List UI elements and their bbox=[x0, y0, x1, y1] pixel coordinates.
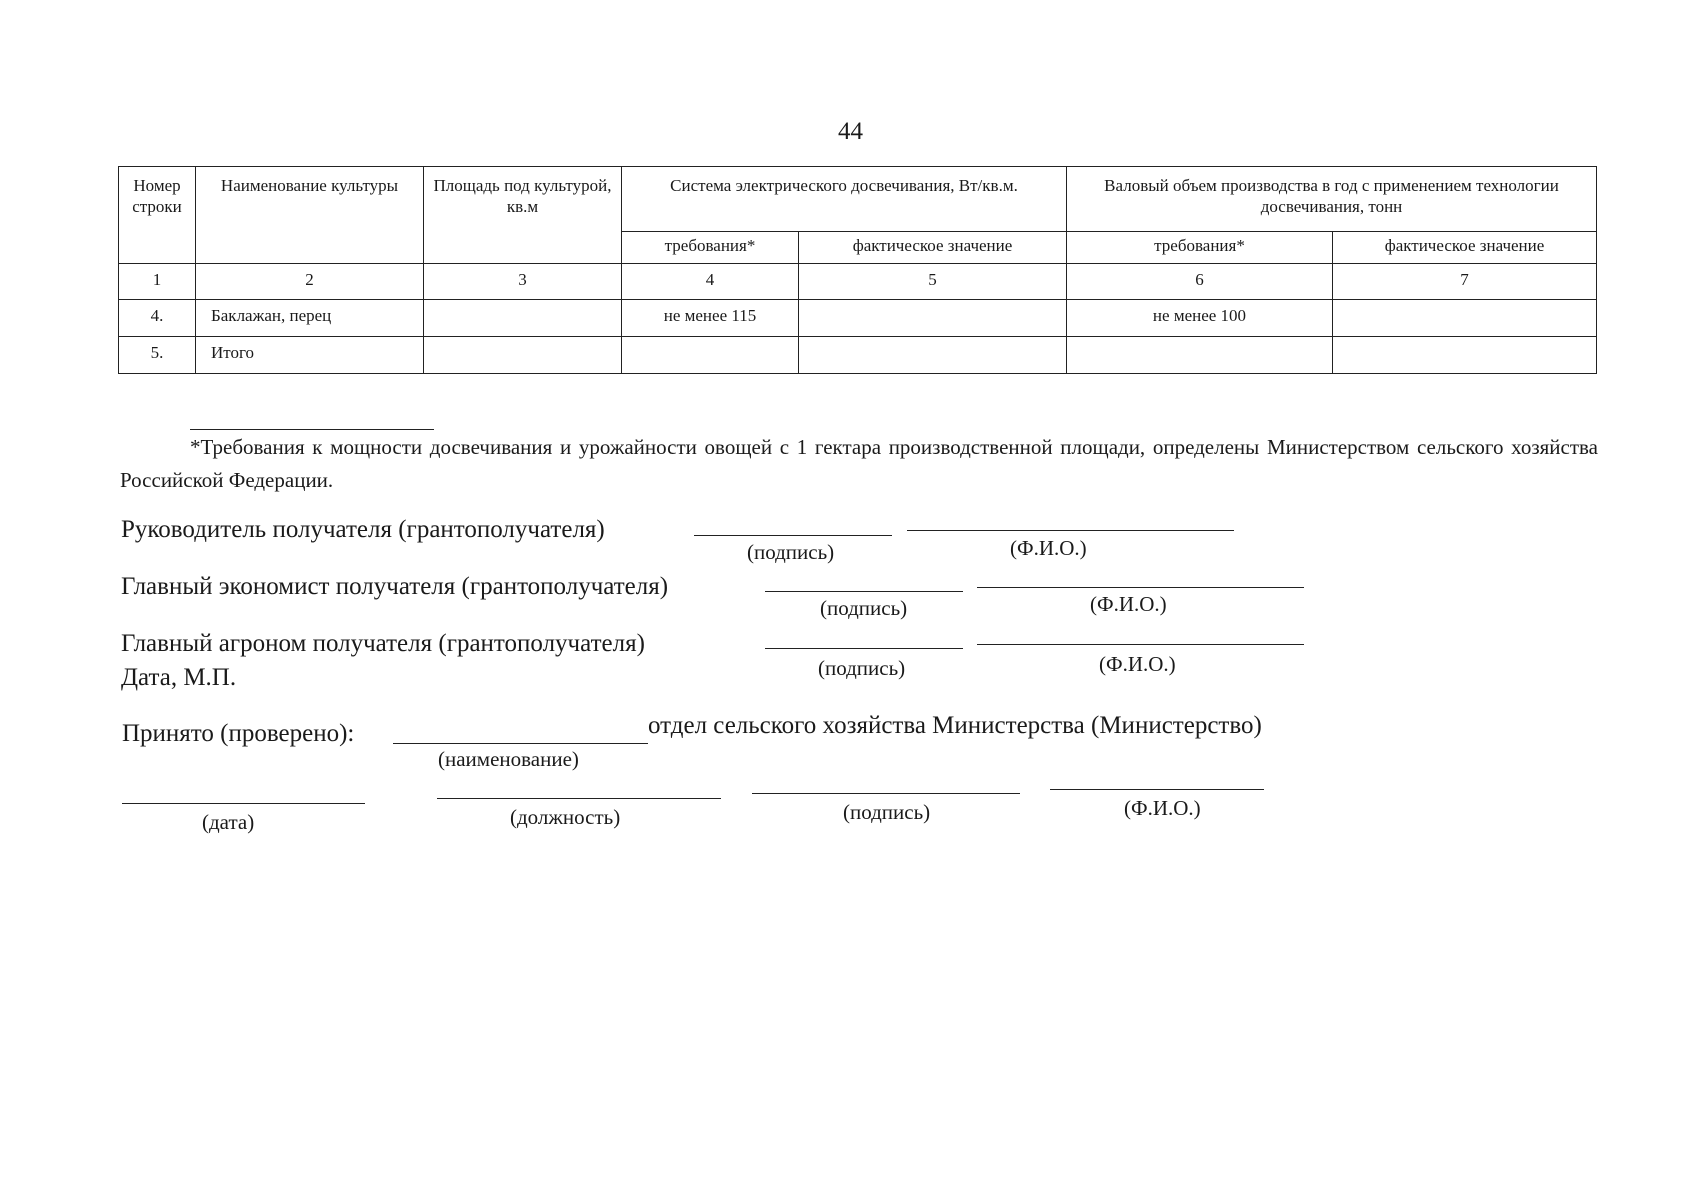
table-cell bbox=[424, 337, 622, 374]
table-cell: не менее 115 bbox=[622, 300, 799, 337]
accepted-fio-line[interactable] bbox=[1050, 789, 1264, 790]
table-cell bbox=[1067, 337, 1333, 374]
header-lighting-requirements: требования* bbox=[622, 232, 799, 264]
table-cell bbox=[424, 300, 622, 337]
crop-data-table bbox=[118, 166, 1597, 374]
accepted-date-line[interactable] bbox=[122, 803, 365, 804]
table-cell: 4. bbox=[119, 300, 196, 337]
header-volume-actual: фактическое значение bbox=[1333, 232, 1597, 264]
header-row-number: Номер строки bbox=[119, 167, 196, 264]
table-cell bbox=[622, 337, 799, 374]
accepted-date-caption: (дата) bbox=[202, 810, 255, 834]
table-cell: Баклажан, перец bbox=[196, 300, 424, 337]
accepted-fio-caption: (Ф.И.О.) bbox=[1124, 796, 1201, 820]
economist-name-caption: (Ф.И.О.) bbox=[1090, 592, 1167, 616]
table-cell bbox=[799, 300, 1067, 337]
header-crop-name: Наименование культуры bbox=[196, 167, 424, 264]
head-name-caption: (Ф.И.О.) bbox=[1010, 536, 1087, 560]
accepted-name-caption: (наименование) bbox=[438, 747, 579, 771]
header-gross-volume: Валовый объем производства в год с применением технологии досвечивания, тонн bbox=[1067, 167, 1597, 232]
header-volume-requirements: требования* bbox=[1067, 232, 1333, 264]
table-cell bbox=[1333, 337, 1597, 374]
agronomist-name-line[interactable] bbox=[977, 644, 1304, 645]
footnote: *Требования к мощности досвечивания и урожайности овощей с 1 гектара производственной площади, определены Министерством сельского хозяйства Российской Федерации. bbox=[120, 435, 1598, 492]
economist-signature-label: Главный экономист получателя (грантополучателя) bbox=[121, 573, 669, 600]
head-signature-caption: (подпись) bbox=[747, 540, 835, 564]
agronomist-signature-line[interactable] bbox=[765, 648, 963, 649]
accepted-position-line[interactable] bbox=[437, 798, 721, 799]
column-number: 5 bbox=[799, 264, 1067, 300]
accepted-signature-caption: (подпись) bbox=[843, 800, 931, 824]
economist-signature-caption: (подпись) bbox=[820, 596, 908, 620]
economist-name-line[interactable] bbox=[977, 587, 1304, 588]
column-number: 2 bbox=[196, 264, 424, 300]
head-signature-label: Руководитель получателя (грантополучателя) bbox=[121, 516, 605, 543]
table-cell bbox=[799, 337, 1067, 374]
agronomist-signature-label: Главный агроном получателя (грантополучателя) bbox=[121, 630, 645, 657]
agronomist-name-caption: (Ф.И.О.) bbox=[1099, 652, 1176, 676]
header-lighting-system: Система электрического досвечивания, Вт/кв.м. bbox=[622, 167, 1067, 232]
column-number: 6 bbox=[1067, 264, 1333, 300]
footnote-rule bbox=[190, 429, 434, 430]
accepted-department-line[interactable] bbox=[393, 743, 648, 744]
column-number: 3 bbox=[424, 264, 622, 300]
date-stamp-label: Дата, М.П. bbox=[121, 664, 237, 691]
table-cell: 5. bbox=[119, 337, 196, 374]
column-number: 4 bbox=[622, 264, 799, 300]
table-cell: Итого bbox=[196, 337, 424, 374]
table-cell: не менее 100 bbox=[1067, 300, 1333, 337]
table-row bbox=[119, 300, 1597, 337]
column-number: 1 bbox=[119, 264, 196, 300]
accepted-label: Принято (проверено): bbox=[122, 720, 355, 747]
economist-signature-line[interactable] bbox=[765, 591, 963, 592]
accepted-position-caption: (должность) bbox=[510, 805, 621, 829]
page-number: 44 bbox=[838, 118, 863, 145]
head-signature-line[interactable] bbox=[694, 535, 892, 536]
accepted-signature-line[interactable] bbox=[752, 793, 1020, 794]
head-name-line[interactable] bbox=[907, 530, 1234, 531]
column-number-row bbox=[119, 264, 1597, 300]
accepted-department-text: отдел сельского хозяйства Министерства (Министерство) bbox=[648, 712, 1262, 739]
agronomist-signature-caption: (подпись) bbox=[818, 656, 906, 680]
header-lighting-actual: фактическое значение bbox=[799, 232, 1067, 264]
header-area: Площадь под культурой, кв.м bbox=[424, 167, 622, 264]
table-cell bbox=[1333, 300, 1597, 337]
column-number: 7 bbox=[1333, 264, 1597, 300]
table-row bbox=[119, 337, 1597, 374]
